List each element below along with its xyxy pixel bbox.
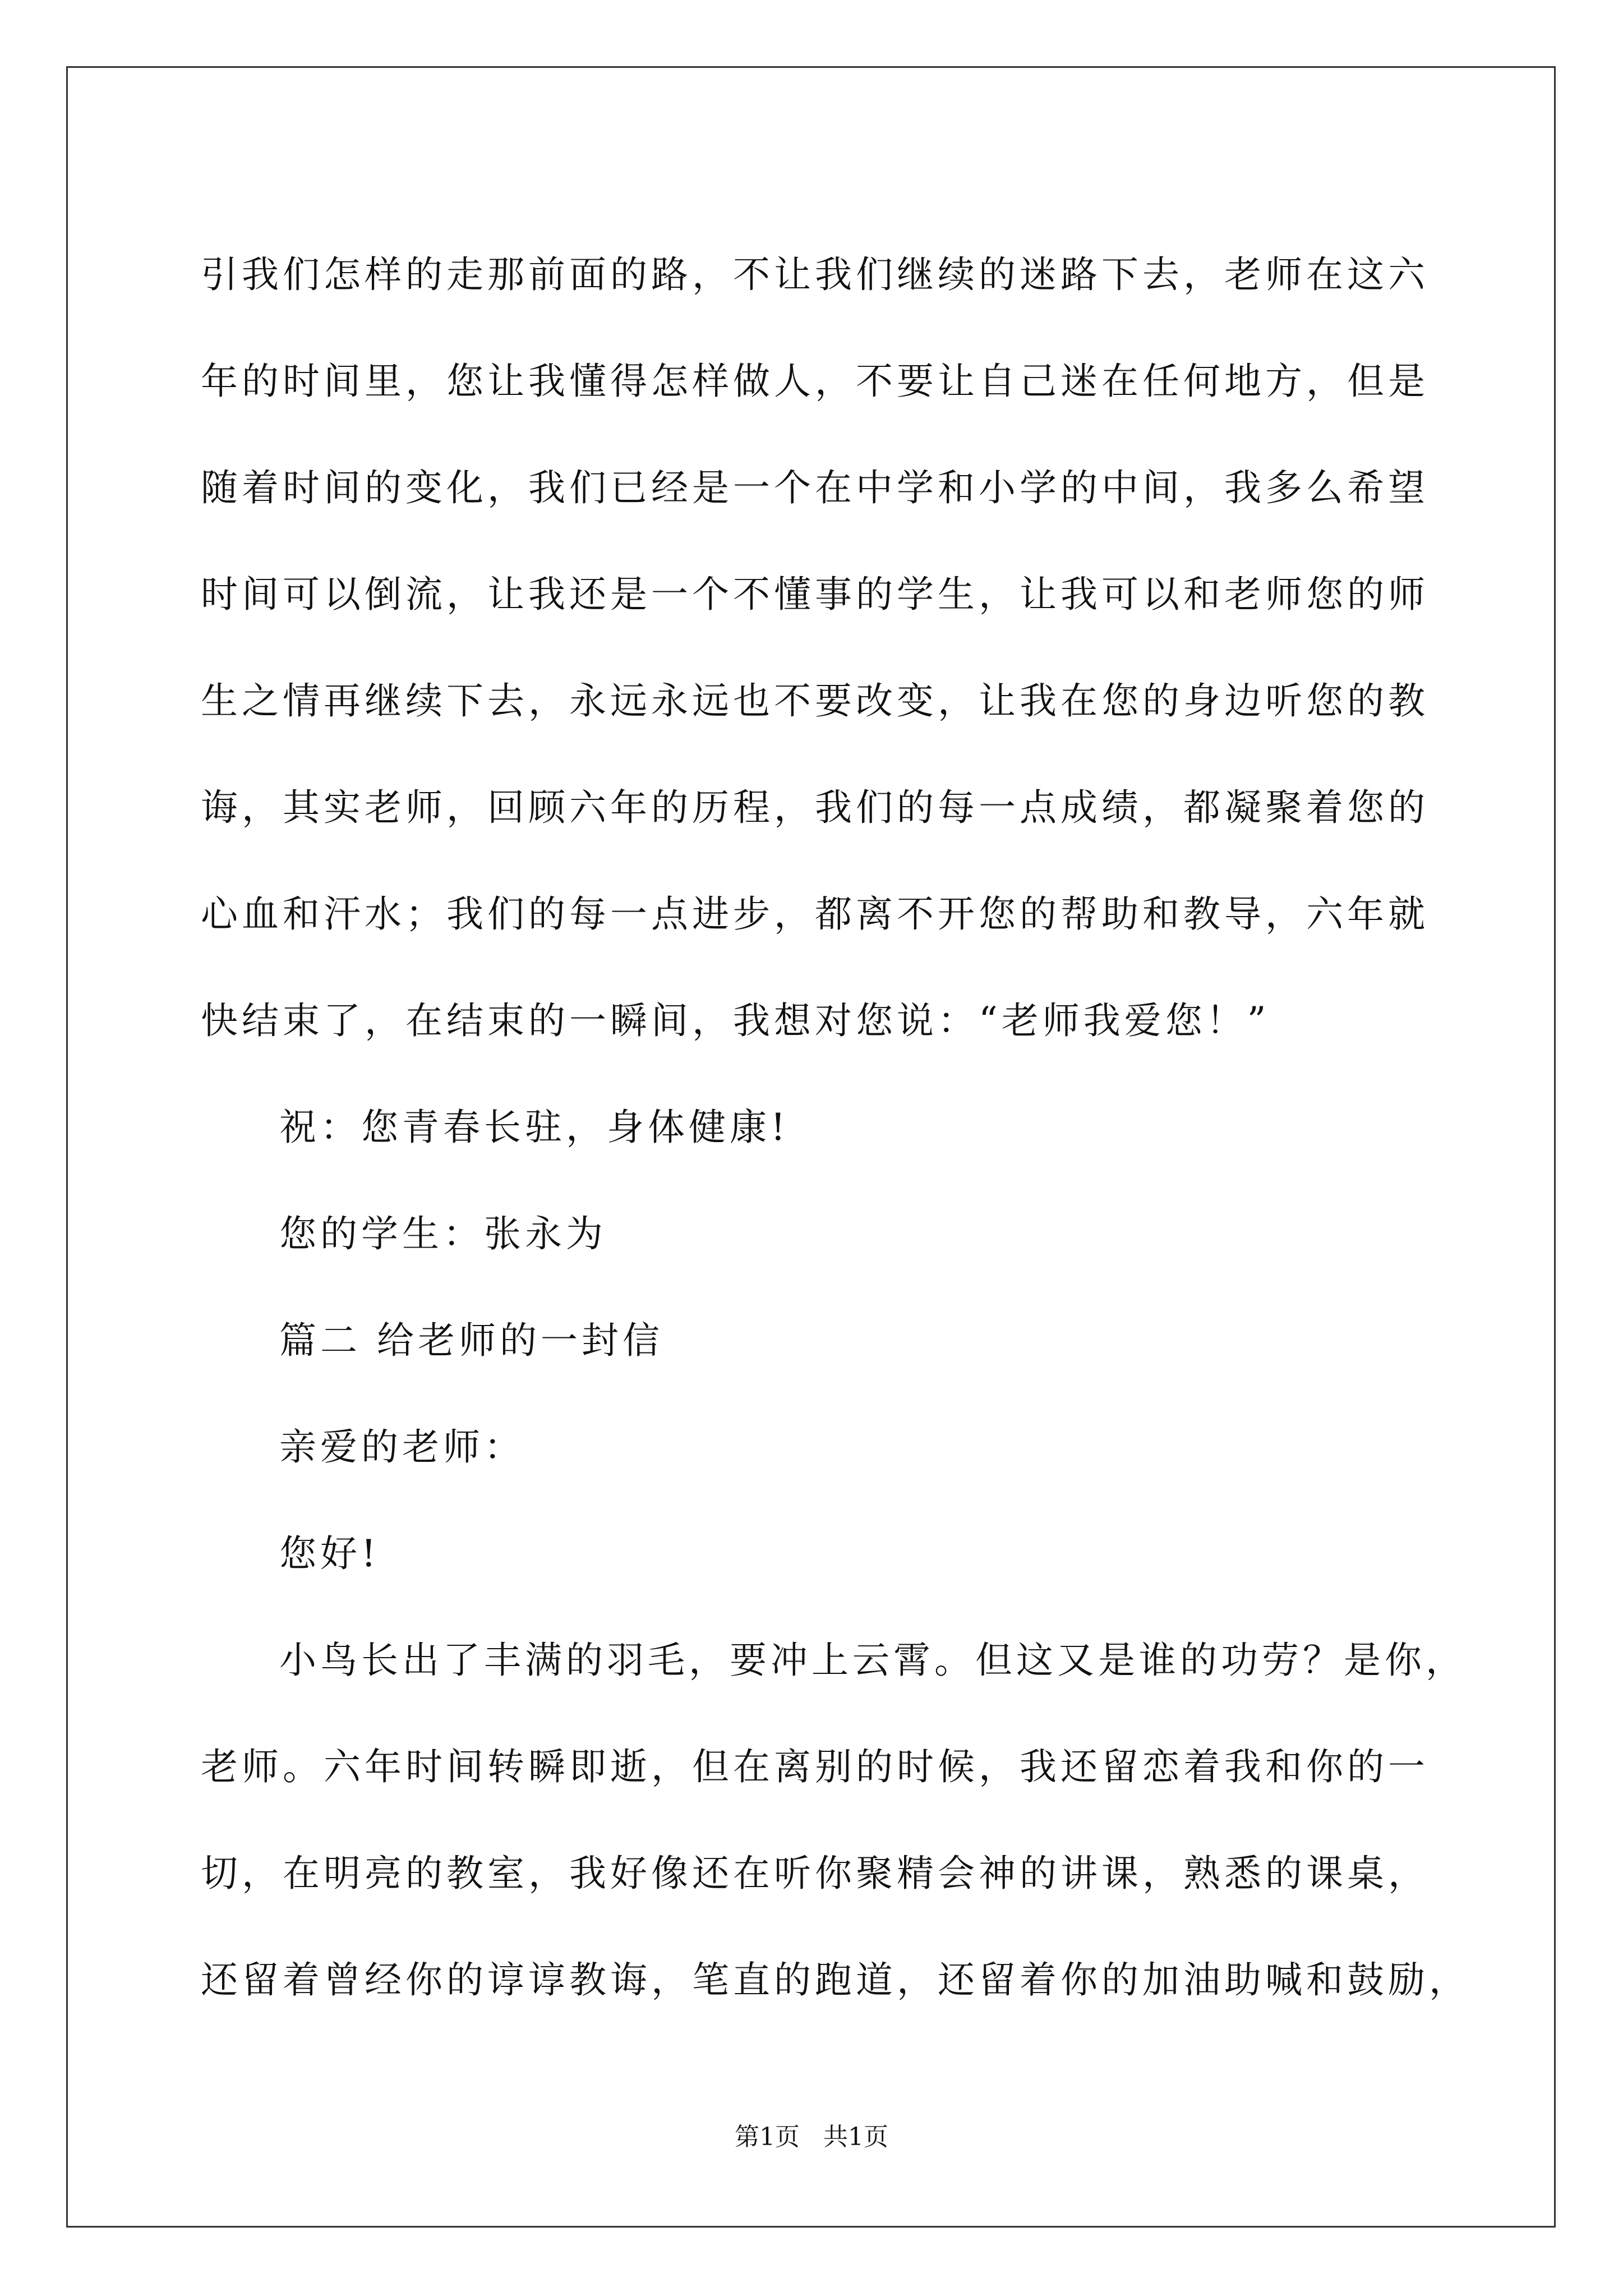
- paragraph-line: 诲，其实老师，回顾六年的历程，我们的每一点成绩，都凝聚着您的: [201, 786, 1429, 829]
- greeting-line: 您好!: [279, 1532, 380, 1575]
- paragraph-line: 快结束了，在结束的一瞬间，我想对您说：“老师我爱您！”: [201, 999, 1270, 1042]
- paragraph-line: 引我们怎样的走那前面的路，不让我们继续的迷路下去，老师在这六: [201, 253, 1429, 296]
- paragraph-line: 切，在明亮的教室，我好像还在听你聚精会神的讲课，熟悉的课桌，: [201, 1852, 1429, 1895]
- blessing-line: 祝：您青春长驻，身体健康!: [279, 1106, 790, 1149]
- paragraph-line: 年的时间里，您让我懂得怎样做人，不要让自己迷在任何地方，但是: [201, 360, 1429, 403]
- paragraph-line: 随着时间的变化，我们已经是一个在中学和小学的中间，我多么希望: [201, 466, 1429, 509]
- paragraph-line: 小鸟长出了丰满的羽毛，要冲上云霄。但这又是谁的功劳？是你，: [279, 1639, 1467, 1682]
- paragraph-line: 生之情再继续下去，永远永远也不要改变，让我在您的身边听您的教: [201, 679, 1429, 723]
- document-body: [201, 222, 1470, 2033]
- paragraph-line: 心血和汗水；我们的每一点进步，都离不开您的帮助和教导，六年就: [201, 892, 1429, 936]
- signature-line: 您的学生：张永为: [279, 1212, 607, 1255]
- page-footer: 第1页 共1页: [735, 2123, 888, 2151]
- section-title: 篇二 给老师的一封信: [279, 1319, 663, 1362]
- paragraph-line: 时间可以倒流，让我还是一个不懂事的学生，让我可以和老师您的师: [201, 573, 1429, 616]
- paragraph-line: 老师。六年时间转瞬即逝，但在离别的时候，我还留恋着我和你的一: [201, 1745, 1429, 1788]
- salutation-line: 亲爱的老师：: [279, 1425, 525, 1469]
- paragraph-line: 还留着曾经你的谆谆教诲，笔直的跑道，还留着你的加油助喊和鼓励，: [201, 1958, 1470, 2001]
